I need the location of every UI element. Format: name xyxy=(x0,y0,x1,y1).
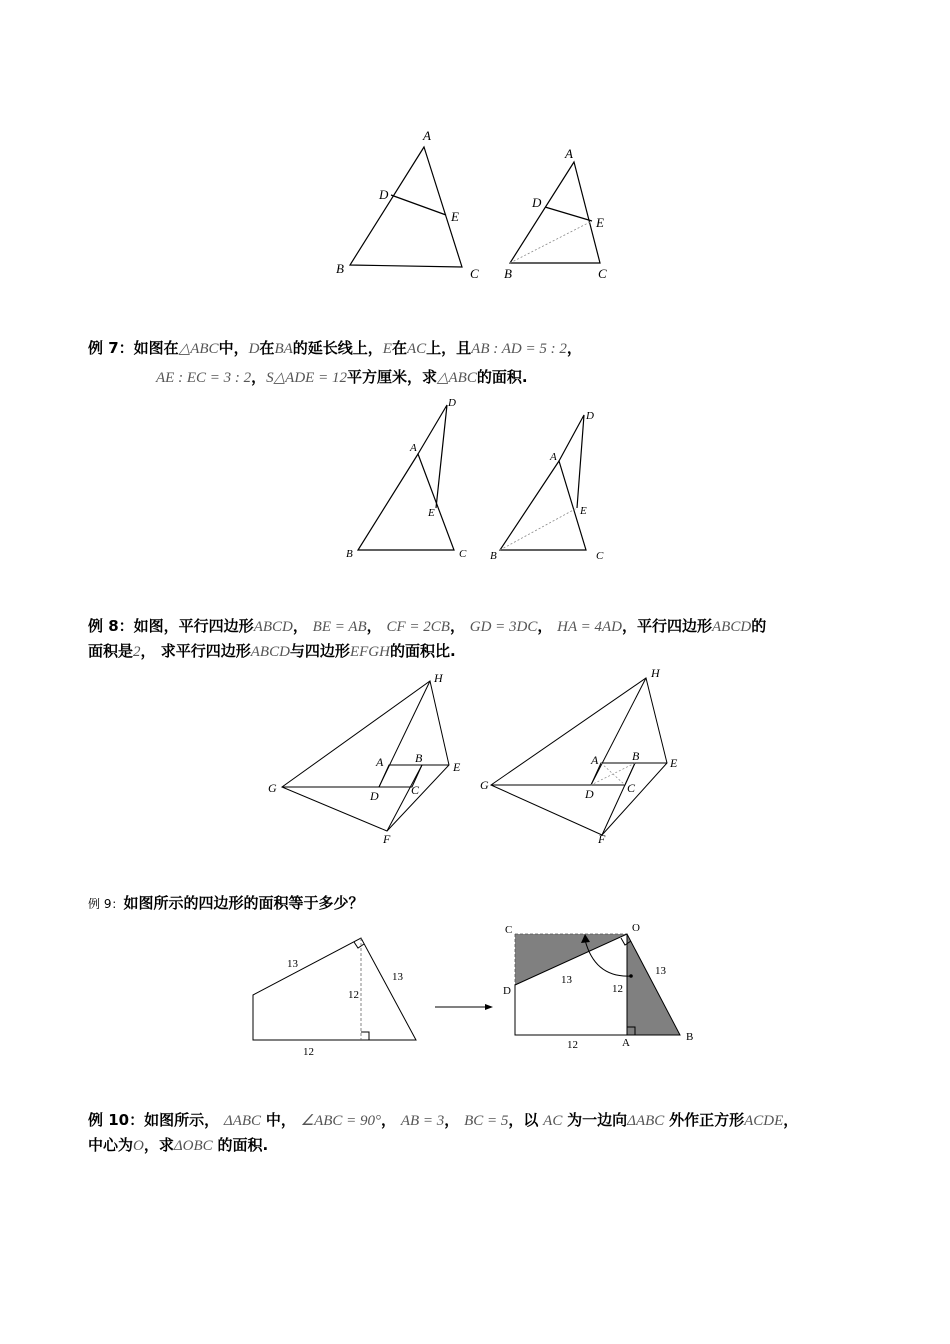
label-o: O xyxy=(632,922,640,934)
triangle-abc-left xyxy=(350,147,462,267)
text: 如图，平行四边形 xyxy=(133,617,254,635)
math-tri-abc-2: △ABC xyxy=(436,370,477,386)
label-e: E xyxy=(670,756,678,770)
example-10-label: 例 10： xyxy=(88,1111,145,1129)
text: 与四边形 xyxy=(289,642,350,660)
dashed-be xyxy=(500,508,577,550)
right-angle-mark-bottom xyxy=(361,1032,369,1040)
label-12-bottom: 12 xyxy=(303,1046,314,1058)
text: 如图在 xyxy=(133,339,179,357)
label-e: E xyxy=(453,760,461,774)
math-o: O xyxy=(133,1138,144,1154)
text: 平方厘米，求 xyxy=(346,368,437,386)
example-7-line-1 xyxy=(88,337,582,360)
triangle-abc-right xyxy=(510,162,600,263)
text: 中心为 xyxy=(88,1136,134,1154)
label-h: H xyxy=(434,671,443,685)
example-7-line-2 xyxy=(156,366,528,389)
arrow-head xyxy=(485,1004,493,1010)
label-f: F xyxy=(383,832,391,846)
text: 的面积. xyxy=(217,1136,269,1154)
text: ， xyxy=(537,617,553,635)
math-two: 2 xyxy=(133,644,141,660)
label-b: B xyxy=(632,749,640,763)
label-e: E xyxy=(580,505,587,517)
math-ba: BA xyxy=(274,341,293,357)
text: 在 xyxy=(259,339,275,357)
dashed-be xyxy=(510,221,592,263)
label-h: H xyxy=(651,666,660,680)
label-a: A xyxy=(622,1037,630,1049)
text: ， xyxy=(449,617,465,635)
label-d: D xyxy=(532,195,542,210)
math-ratio-1: AB : AD = 5 : 2 xyxy=(471,341,567,357)
label-a: A xyxy=(591,753,599,767)
math-obc: ΔOBC xyxy=(173,1138,213,1154)
label-a: A xyxy=(410,442,417,454)
math-cf-2cb: CF = 2CB xyxy=(386,619,450,635)
example-9-line xyxy=(88,892,363,915)
math-e: E xyxy=(382,341,392,357)
label-a: A xyxy=(550,451,557,463)
label-b: B xyxy=(336,261,344,276)
segment-hd-right xyxy=(591,678,646,785)
text: 的面积比. xyxy=(389,642,456,660)
label-d: D xyxy=(370,789,379,803)
figure-top-triangles xyxy=(330,125,630,290)
math-tri-abc: △ABC xyxy=(178,341,219,357)
math-area: S△ADE = 12 xyxy=(266,370,347,386)
text: 外作正方形 xyxy=(669,1111,745,1129)
label-c: C xyxy=(505,924,513,936)
math-abcd-2: ABCD xyxy=(712,619,752,635)
text: ，求 xyxy=(143,1136,174,1154)
label-13-right: 13 xyxy=(392,971,403,983)
label-c: C xyxy=(411,783,420,797)
math-efgh: EFGH xyxy=(349,644,390,660)
label-b: B xyxy=(686,1031,694,1043)
text: ， 求平行四边形 xyxy=(140,642,251,660)
math-tri-abc-2: ΔABC xyxy=(627,1113,665,1129)
math-angle: ∠ABC = 90° xyxy=(300,1113,382,1129)
text: ， xyxy=(292,617,308,635)
segment-de-right xyxy=(545,207,592,221)
label-e: E xyxy=(451,209,459,224)
label-g: G xyxy=(268,781,277,795)
text: 中， xyxy=(218,339,249,357)
segment-de-left xyxy=(391,195,446,215)
label-c: C xyxy=(598,266,607,281)
example-8-line-1 xyxy=(88,615,766,638)
label-g: G xyxy=(480,778,489,792)
triangle-abc-left xyxy=(358,454,454,550)
quadrilateral-hefg xyxy=(282,681,449,831)
label-13-right: 13 xyxy=(655,965,666,977)
math-ratio-2: AE : EC = 3 : 2 xyxy=(156,370,252,386)
math-bc: BC = 5 xyxy=(464,1113,509,1129)
math-be-ab: BE = AB xyxy=(312,619,367,635)
label-a: A xyxy=(376,755,384,769)
rotation-pivot-dot xyxy=(629,974,633,978)
label-d: D xyxy=(448,397,456,409)
example-7-label: 例 7： xyxy=(88,339,134,357)
label-12-height: 12 xyxy=(348,989,359,1001)
label-f: F xyxy=(598,832,606,846)
text: 上，且 xyxy=(426,339,472,357)
math-d: D xyxy=(248,341,260,357)
text: ， xyxy=(366,617,382,635)
label-d: D xyxy=(503,985,511,997)
label-e: E xyxy=(428,507,435,519)
text: ， xyxy=(566,339,582,357)
label-b: B xyxy=(346,548,353,560)
label-a: A xyxy=(565,146,573,161)
label-b: B xyxy=(415,751,423,765)
label-d: D xyxy=(379,187,389,202)
quadrilateral-hefg-right xyxy=(491,678,667,835)
text: ， xyxy=(251,368,267,386)
example-10-line-1 xyxy=(88,1109,798,1132)
text: ，平行四边形 xyxy=(622,617,713,635)
math-acde: ACDE xyxy=(744,1113,784,1129)
label-c: C xyxy=(596,550,604,562)
label-a: A xyxy=(423,128,431,143)
example-8-label: 例 8： xyxy=(88,617,134,635)
math-ha-4ad: HA = 4AD xyxy=(557,619,622,635)
example-9-label: 例 9： xyxy=(88,897,124,911)
text: 的 xyxy=(751,617,767,635)
math-abcd-3: ABCD xyxy=(250,644,290,660)
figure-example-7 xyxy=(340,395,620,565)
text: 为一边向 xyxy=(567,1111,628,1129)
math-tri-abc: ΔABC xyxy=(223,1113,262,1129)
label-c: C xyxy=(459,548,467,560)
math-ac: AC xyxy=(406,341,427,357)
right-angle-mark-top xyxy=(354,942,364,948)
label-c: C xyxy=(627,781,636,795)
label-12-bottom: 12 xyxy=(567,1039,578,1051)
example-10-line-2 xyxy=(88,1134,268,1157)
text: 如图所示的四边形的面积等于多少？ xyxy=(123,894,364,912)
figure-example-9 xyxy=(245,918,705,1063)
label-13-top: 13 xyxy=(561,974,572,986)
quadrilateral-left xyxy=(253,938,416,1040)
label-12-height: 12 xyxy=(612,983,623,995)
text: ， xyxy=(783,1111,799,1129)
label-c: C xyxy=(470,266,479,281)
text: 中， xyxy=(265,1111,296,1129)
math-abcd: ABCD xyxy=(253,619,293,635)
text: ， xyxy=(381,1111,397,1129)
text: ，以 xyxy=(508,1111,539,1129)
figure-example-8 xyxy=(262,665,702,850)
math-ab: AB = 3 xyxy=(400,1113,445,1129)
text: 如图所示， xyxy=(144,1111,220,1129)
label-e: E xyxy=(596,215,604,230)
segment-ad-de-right xyxy=(559,415,584,508)
text: 的延长线上， xyxy=(292,339,383,357)
segment-bf-right xyxy=(602,763,635,835)
label-d: D xyxy=(586,410,594,422)
label-13-top: 13 xyxy=(287,958,298,970)
label-b: B xyxy=(490,550,497,562)
text: ， xyxy=(444,1111,460,1129)
math-gd-3dc: GD = 3DC xyxy=(469,619,538,635)
label-b: B xyxy=(504,266,512,281)
text: 在 xyxy=(391,339,407,357)
label-d: D xyxy=(585,787,594,801)
triangle-abc-right xyxy=(500,461,586,550)
segment-bf xyxy=(387,765,422,831)
math-ac: AC xyxy=(543,1113,563,1129)
example-8-line-2 xyxy=(88,640,456,663)
text: 面积是 xyxy=(88,642,134,660)
text: 的面积. xyxy=(476,368,528,386)
